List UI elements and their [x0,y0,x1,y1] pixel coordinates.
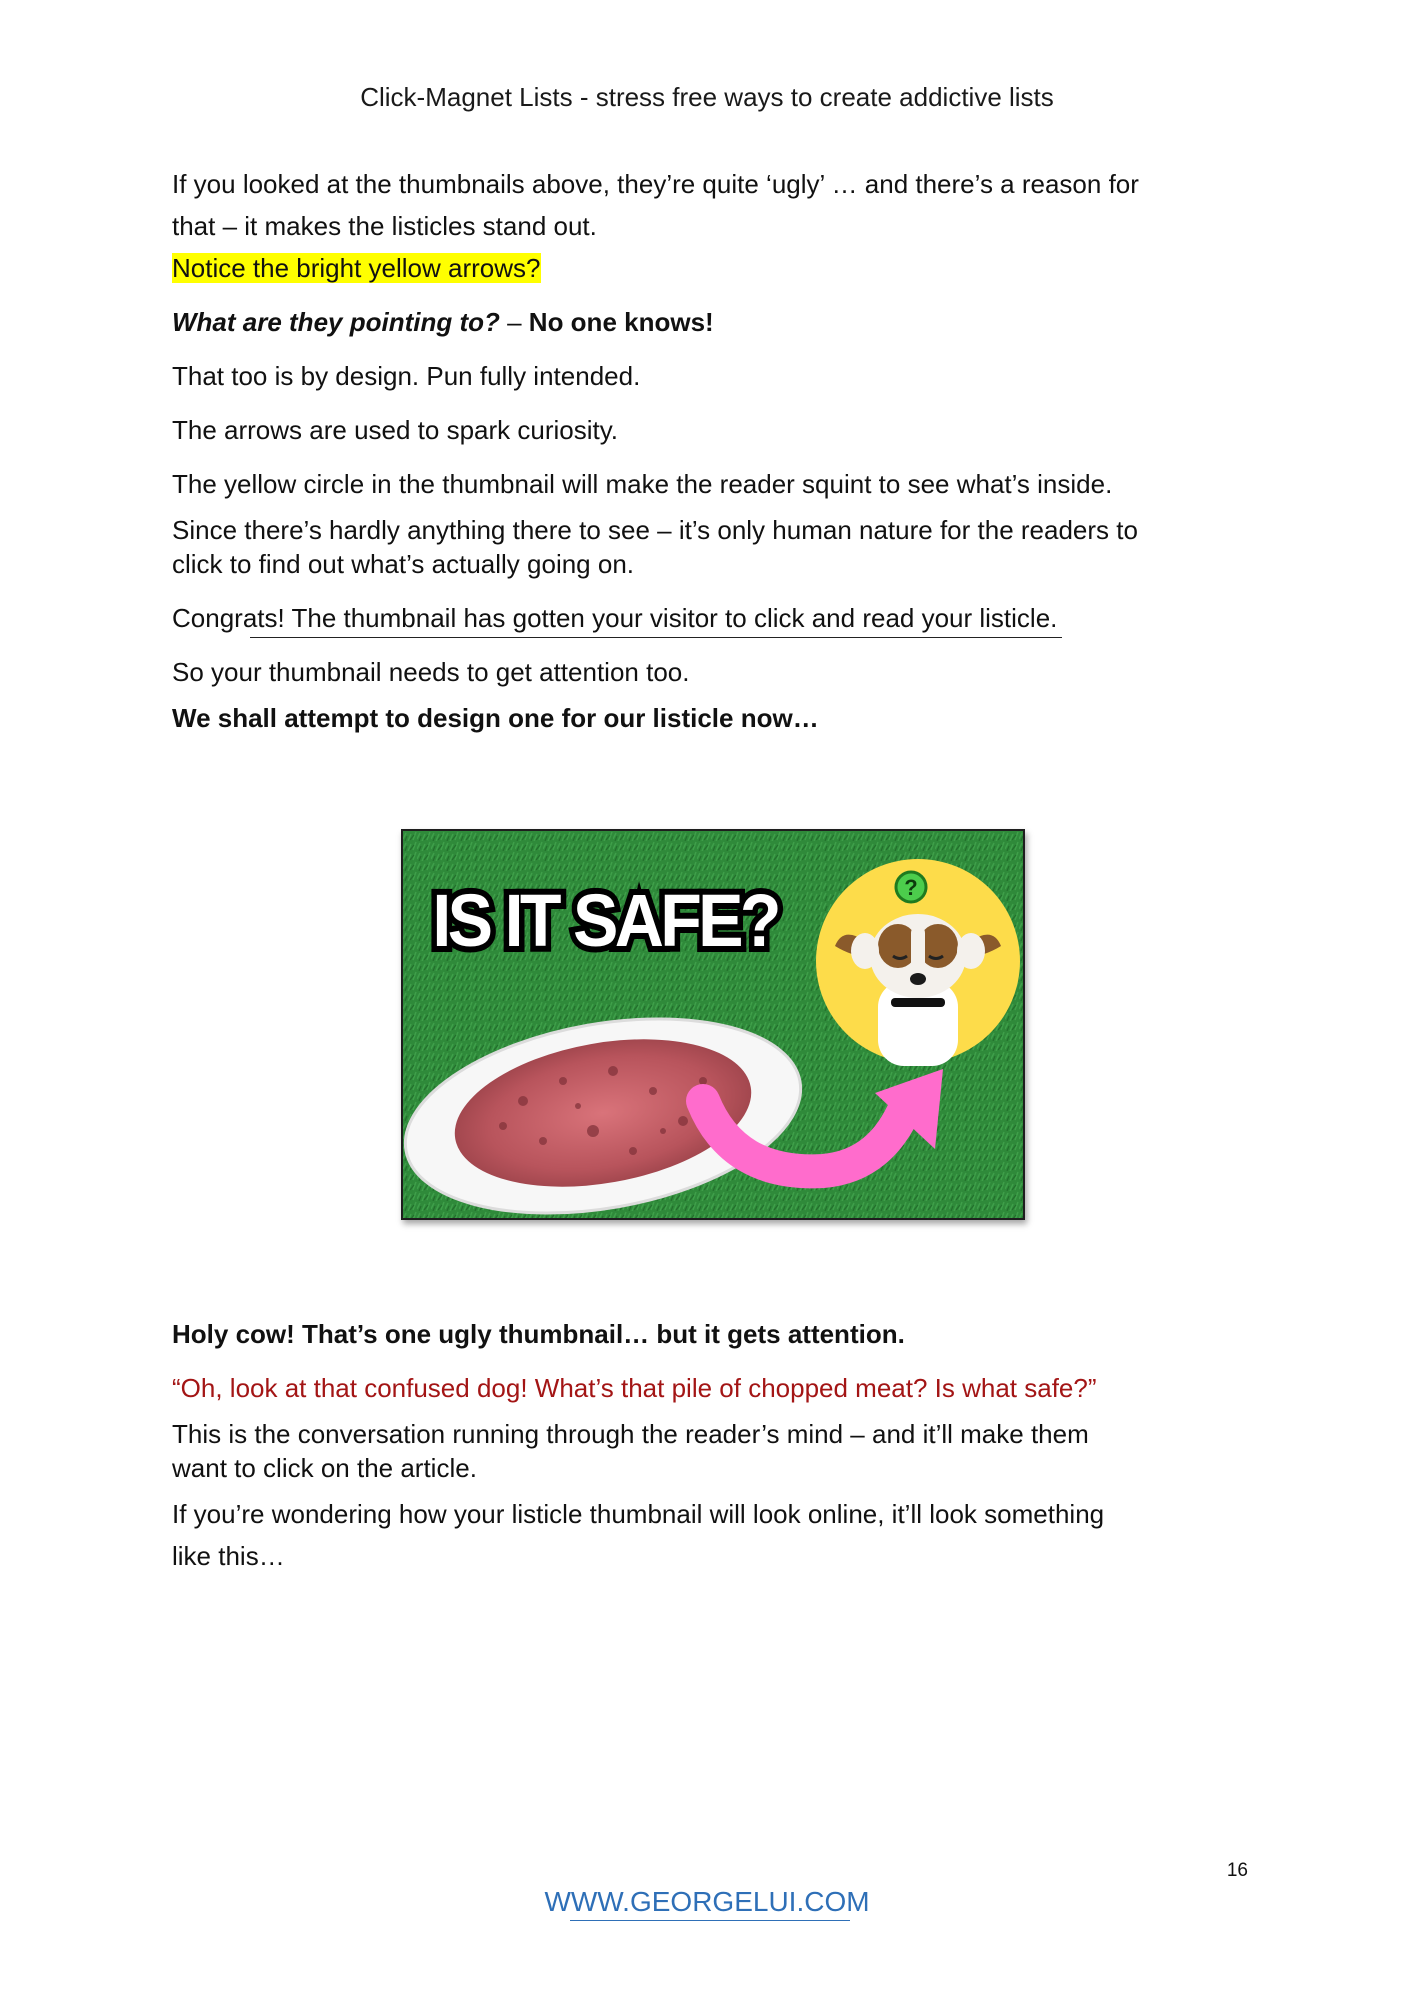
paragraph-human-nature-line2: click to find out what’s actually going on. [172,549,635,579]
question-line [172,301,714,343]
paragraph-thumbnails-ugly-line1: If you looked at the thumbnails above, they’re quite ‘ugly’ … and there’s a reason for [172,169,1139,199]
question-dash: – [499,307,529,337]
question-mark-text: ? [904,875,918,900]
question-answer: No one knows! [528,307,714,337]
paragraph-conversation-line1: This is the conversation running through the reader’s mind – and it’ll make them [172,1419,1089,1449]
thumbnail-headline: IS IT SAFE? [432,880,778,963]
footer-website-link[interactable]: WWW.GEORGELUI.COM [544,1886,870,1917]
page-number: 16 [1226,1860,1248,1881]
page-header-title: Click-Magnet Lists - stress free ways to create addictive lists [360,82,1054,112]
paragraph-conversation-line2: want to click on the article. [172,1453,477,1483]
question-italic: What are they pointing to? [172,307,500,337]
listicle-thumbnail-image [401,829,1025,1220]
quote-confused-dog: “Oh, look at that confused dog! What’s that pile of chopped meat? Is what safe?” [172,1373,1097,1403]
congrats-underline [250,637,1062,638]
highlighted-note [172,247,541,289]
paragraph-spark-curiosity: The arrows are used to spark curiosity. [172,415,619,445]
paragraph-design-one: We shall attempt to design one for our listicle now… [172,703,819,733]
paragraph-congrats: Congrats! The thumbnail has gotten your visitor to click and read your listicle. [172,603,1058,633]
paragraph-yellow-circle: The yellow circle in the thumbnail will make the reader squint to see what’s inside. [172,469,1113,499]
paragraph-human-nature-line1: Since there’s hardly anything there to see – it’s only human nature for the readers to [172,515,1138,545]
thumbnail-illustration [403,831,1023,1218]
paragraph-wondering-line1: If you’re wondering how your listicle thumbnail will look online, it’ll look something [172,1499,1105,1529]
paragraph-wondering-line2: like this… [172,1541,285,1571]
footer-link-underline [570,1920,850,1921]
paragraph-attention-too: So your thumbnail needs to get attention too. [172,657,690,687]
yellow-highlight-text: Notice the bright yellow arrows? [172,253,541,283]
paragraph-holy-cow: Holy cow! That’s one ugly thumbnail… but it gets attention. [172,1319,905,1349]
paragraph-by-design: That too is by design. Pun fully intended. [172,361,641,391]
paragraph-thumbnails-ugly-line2: that – it makes the listicles stand out. [172,211,597,241]
